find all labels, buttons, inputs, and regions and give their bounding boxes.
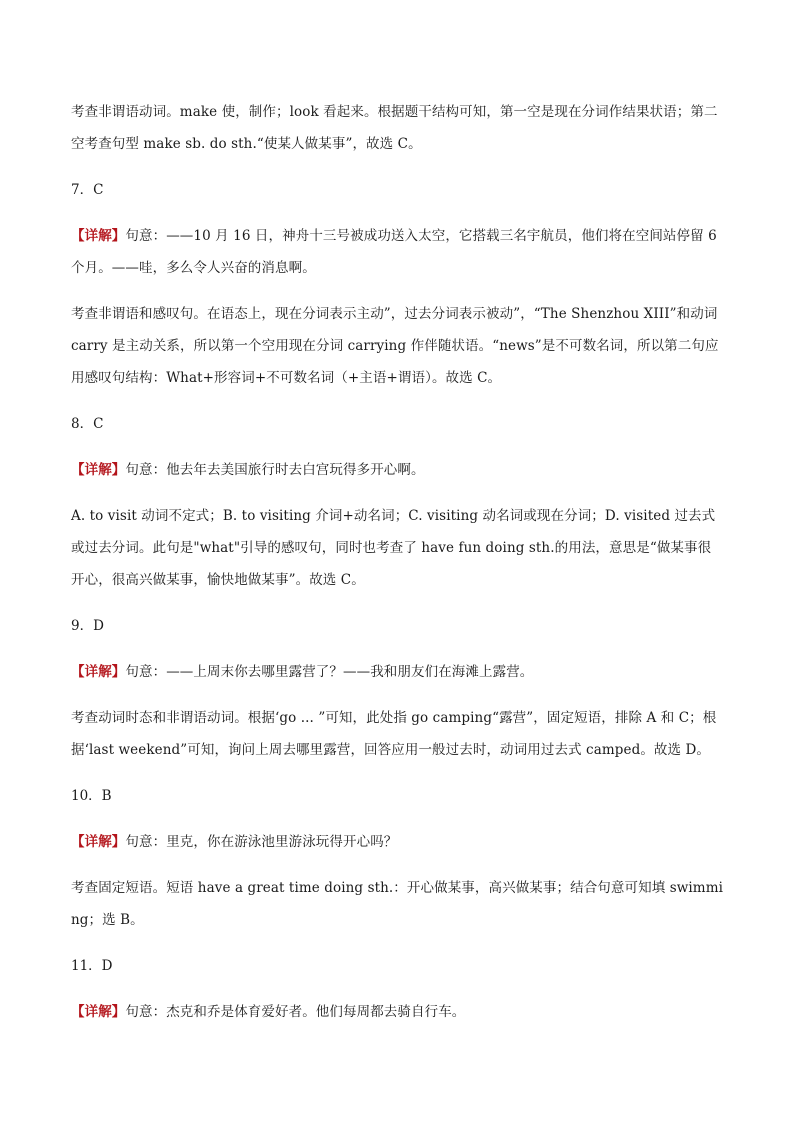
detail-text: 句意：他去年去美国旅行时去白宫玩得多开心啊。 bbox=[125, 462, 425, 478]
detail-text: 句意：——10 月 16 日，神舟十三号被成功送入太空，它搭载三名宇航员，他们将在空间站停留 6 个月。——哇，多么令人兴奋的消息啊。 bbox=[71, 228, 717, 276]
explanation-paragraph: 考查固定短语。短语 have a great time doing sth.：开心做某事，高兴做某事；结合句意可知填 swimming；选 B。 bbox=[71, 880, 724, 928]
detail-paragraph bbox=[71, 454, 724, 486]
answer-number: 11．D bbox=[71, 958, 113, 974]
explanation-paragraph: 考查动词时态和非谓语动词。根据‘go ... ”可知，此处指 go camping“露营”，固定短语，排除 A 和 C；根据‘last weekend”可知，询问上周去哪里露营，回答应用一般过去时，动词用过去式 camped。故选 D。 bbox=[71, 710, 717, 758]
detail-text: 句意：里克，你在游泳池里游泳玩得开心吗？ bbox=[125, 834, 398, 850]
detail-text: 句意：杰克和乔是体育爱好者。他们每周都去骑自行车。 bbox=[125, 1004, 466, 1020]
explanation-paragraph: 考查非谓语和感叹句。在语态上，现在分词表示主动”，过去分词表示被动”，“The Shenzhou XIII”和动词 carry 是主动关系，所以第一个空用现在分词 carrying 作伴随状语。“news”是不可数名词，所以第二句应用感叹句结构：What+形容词+不可数名词（+主语+谓语）。故选 C。 bbox=[71, 306, 719, 386]
detail-paragraph bbox=[71, 996, 724, 1028]
detail-tag: 【详解】 bbox=[71, 664, 126, 680]
detail-tag: 【详解】 bbox=[71, 228, 126, 244]
answer-number: 10．B bbox=[71, 788, 112, 804]
detail-paragraph bbox=[71, 220, 724, 284]
detail-tag: 【详解】 bbox=[71, 1004, 126, 1020]
detail-tag: 【详解】 bbox=[71, 834, 126, 850]
detail-paragraph bbox=[71, 826, 724, 858]
answer-number: 8．C bbox=[71, 416, 104, 432]
explanation-paragraph: A. to visit 动词不定式；B. to visiting 介词+动名词；C. visiting 动名词或现在分词；D. visited 过去式或过去分词。此句是"what"引导的感叹句，同时也考查了 have fun doing sth.的用法，意思是“做某事很开心，很高兴做某事，愉快地做某事”。故选 C。 bbox=[71, 508, 716, 588]
answer-number: 7．C bbox=[71, 182, 104, 198]
answer-number: 9．D bbox=[71, 618, 104, 634]
detail-text: 句意：——上周末你去哪里露营了？——我和朋友们在海滩上露营。 bbox=[125, 664, 534, 680]
detail-paragraph bbox=[71, 656, 724, 688]
explanation-paragraph: 考查非谓语动词。make 使，制作；look 看起来。根据题干结构可知，第一空是现在分词作结果状语；第二空考查句型 make sb. do sth.“使某人做某事”，故选 C。 bbox=[71, 104, 718, 152]
detail-tag: 【详解】 bbox=[71, 462, 126, 478]
